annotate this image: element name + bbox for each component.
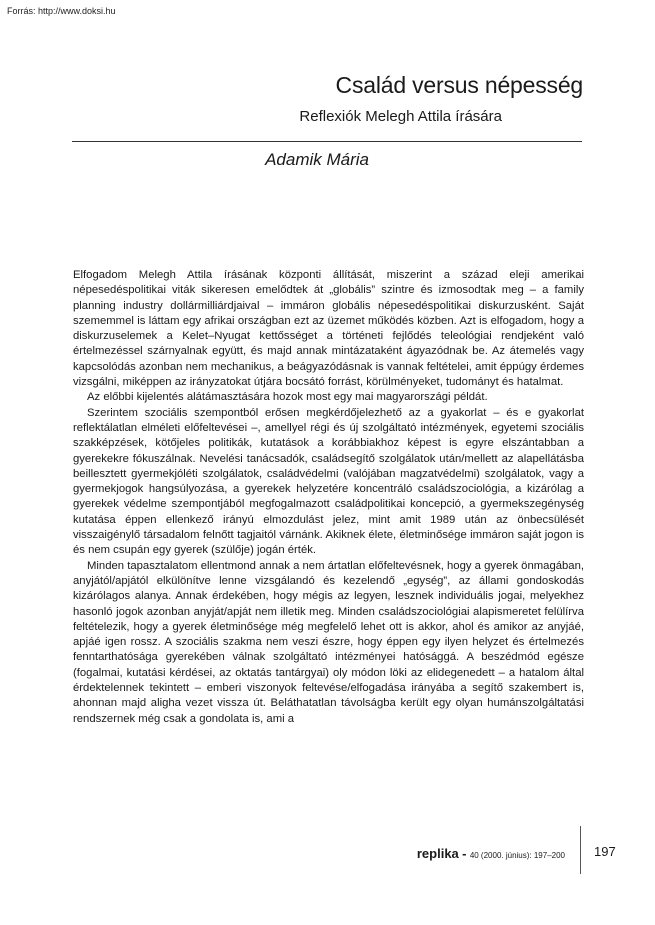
paragraph: Minden tapasztalatom ellentmond annak a nem ártatlan előfeltevésnek, hogy a gyerek önmagában, anyjától/apjától elkülönítve lenne vizsgálandó és kezelendő „egység”, az állami gondoskodás kizárólagos alanya. Annak érdekében, hogy mégis az legyen, lesznek individuális jogai, melyekhez hasonló jogok azonban anyját/apját nem illetik meg. Minden családszociológiai alapismeretet felülírva feltételezik, hogy a gyerek életminősége még megfelelő lehet ott is akkor, ahol és amikor az anyjáé, apjáé igen rossz. A szociális szakma nem veszi észre, hogy éppen egy ilyen helyzet és értelmezés fenntarthatósága gyerekében válnak szolgáltató intézményei hatósággá. A beszédmód egésze (fogalmai, kutatási kérdései, az oktatás tantárgyai) oly módon löki az elidegenedett – a hatalom által érdektelennek tekintett – emberi viszonyok feltevése/elfogadása irányába a segítő szakembert is, ahonnan majd aligha vezet vissza út. Beláthatatlan távolságba került egy olyan humánszolgáltatási rendszernek még csak a gondolata is, ami a bbox=[73, 559, 584, 725]
page-number: 197 bbox=[594, 844, 616, 859]
article-body bbox=[73, 268, 584, 727]
article-author: Adamik Mária bbox=[265, 150, 369, 169]
article-subtitle: Reflexiók Melegh Attila írására bbox=[299, 108, 502, 125]
title-divider bbox=[72, 141, 582, 142]
journal-separator: - bbox=[462, 846, 467, 861]
footer-divider bbox=[580, 826, 581, 874]
journal-issue-details: 40 (2000. június): 197–200 bbox=[469, 851, 565, 860]
article-title: Család versus népesség bbox=[335, 72, 583, 98]
source-caption: Forrás: http://www.doksi.hu bbox=[7, 6, 116, 16]
paragraph: Szerintem szociális szempontból erősen megkérdőjelezhető az a gyakorlat – és e gyakorlat reflektálatlan elméleti előfeltevései –, amellyel régi és új szolgáltató intézmények, egyetemi szociális szakképzések, kötőjeles politikák, kutatások a korábbiakhoz képest is egyre elszántabban a gyerekekre fókuszálnak. Nevelési tanácsadók, családsegítő szolgálatok után/mellett az alapellátásba beillesztett gyermekjóléti szolgálatok, családvédelmi (valójában magzatvédelmi) szolgálatok, vagy a gyermekjogok hangsúlyozása, a gyerekek helyzetére koncentráló családszociológia, a kizárólag a gyerekek védelme szempontjából megfogalmazott családpolitikai koncepció, a gyermekszegénység kutatása éppen ellenkező irányú elmozdulást jelez, mint amit 1989 után az önbecsülését visszaigénylő társadalom felnőtt tagjaitól várnánk. Akiknek élete, életminősége immáron saját jogon is és nem csupán egy gyerek (szülője) jogán érték. bbox=[73, 406, 584, 557]
journal-name: replika bbox=[416, 846, 459, 861]
paragraph: Az előbbi kijelentés alátámasztására hozok most egy mai magyarországi példát. bbox=[87, 391, 488, 404]
journal-citation bbox=[417, 846, 565, 861]
paragraph: Elfogadom Melegh Attila írásának központi állítását, miszerint a század eleji amerikai népesedéspolitikai viták sikeresen emelődtek át „globális” szintre és izmosodtak meg – a family planning industry dollármilliárdjaival – immáron globális népesedéspolitikai diskurzusként. Saját szememmel is láttam egy afrikai országban ezt az üzemet működés közben. Azt is elfogadom, hogy a diskurzuselemek a Kelet–Nyugat kettősséget a történeti fejlődés teleológiai rendjeként való értelmezéssel szárnyalnak együtt, és majd annak mintázataként ágyazódnak be. Az átemelés vagy kapcsolódás azonban nem mechanikus, a beágyazódásnak is vannak feltételei, amit éppúgy érdemes vizsgálni, miképpen az irányzatokat útjára bocsátó forrást, körülményeket, tudományt és hatalmat. bbox=[73, 269, 584, 389]
